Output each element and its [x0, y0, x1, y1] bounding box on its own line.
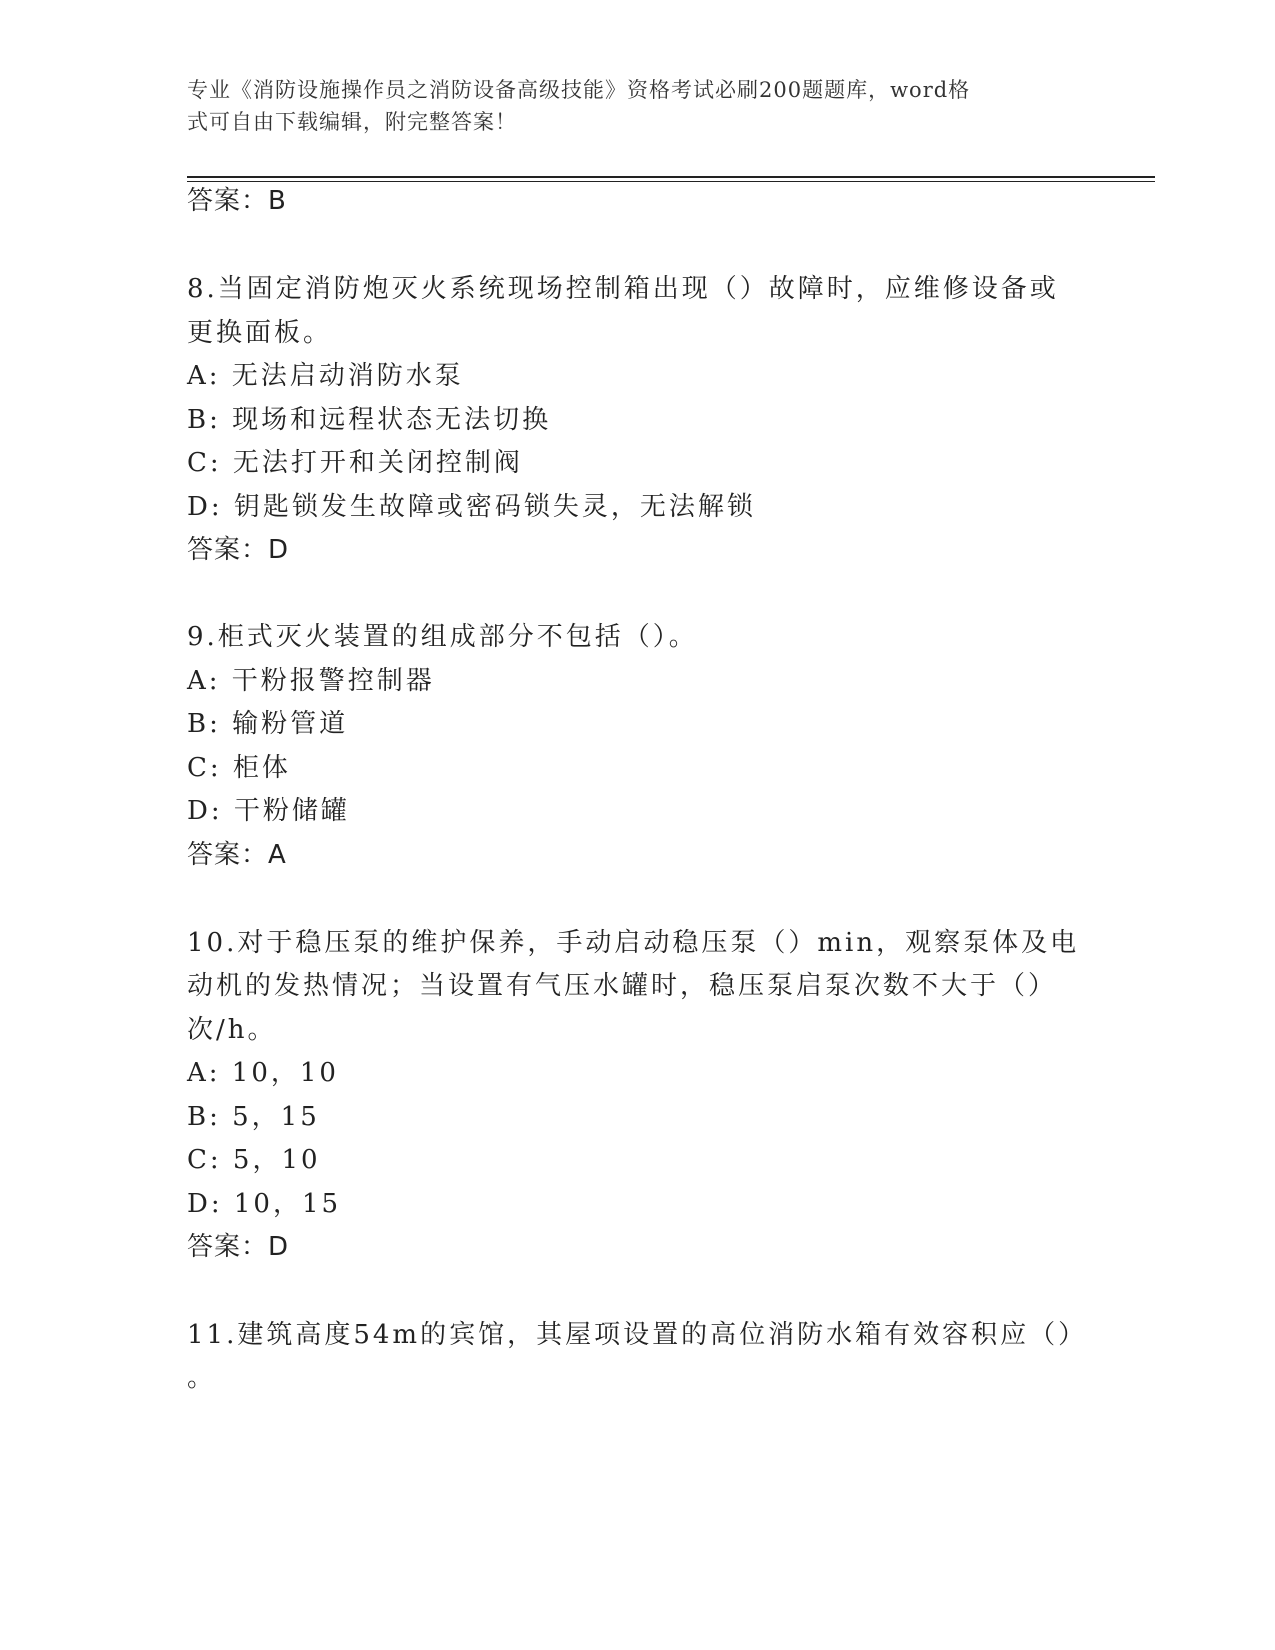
q8-option-d: D: 钥匙锁发生故障或密码锁失灵，无法解锁 [187, 492, 756, 522]
header-divider-thin [187, 181, 1155, 182]
q9-option-a: A: 干粉报警控制器 [187, 666, 435, 696]
answer-label: 答案： [187, 840, 269, 870]
q10-answer [187, 1232, 289, 1262]
q10-option-d: D: 10，15 [187, 1189, 342, 1219]
q8-option-c: C: 无法打开和关闭控制阀 [187, 448, 523, 478]
q11-stem-line-1: 11.建筑高度54m的宾馆，其屋项设置的高位消防水箱有效容积应（） [187, 1320, 1088, 1350]
answer-value: D [268, 535, 290, 565]
q10-option-c: C: 5，10 [187, 1145, 321, 1175]
q10-stem-line-1: 10.对于稳压泵的维护保养，手动启动稳压泵（）min，观察泵体及电 [187, 928, 1080, 958]
header-line-1: 专业《消防设施操作员之消防设备高级技能》资格考试必刷200题题库，word格 [187, 78, 971, 102]
q7-answer [187, 186, 287, 216]
answer-label: 答案： [187, 186, 269, 216]
q9-option-d: D: 干粉储罐 [187, 796, 350, 826]
q8-option-a: A: 无法启动消防水泵 [187, 361, 464, 391]
q8-stem-line-1: 8.当固定消防炮灭火系统现场控制箱出现（）故障时，应维修设备或 [187, 274, 1059, 304]
q10-option-b: B: 5，15 [187, 1102, 320, 1132]
q9-answer [187, 840, 287, 870]
q8-stem-line-2: 更换面板。 [187, 318, 333, 348]
header-line-2: 式可自由下载编辑，附完整答案！ [187, 110, 517, 134]
answer-label: 答案： [187, 1232, 269, 1262]
q10-option-a: A: 10，10 [187, 1058, 339, 1088]
answer-value: D [268, 1232, 290, 1262]
answer-value: B [268, 186, 287, 216]
q10-stem-line-2: 动机的发热情况；当设置有气压水罐时，稳压泵启泵次数不大于（） [187, 971, 1058, 1001]
q9-option-c: C: 柜体 [187, 753, 291, 783]
q9-option-b: B: 输粉管道 [187, 709, 349, 739]
q8-answer [187, 535, 289, 565]
header-divider-thick [187, 176, 1155, 178]
answer-label: 答案： [187, 535, 269, 565]
q11-stem-line-2: 。 [187, 1363, 217, 1393]
document-header [187, 74, 1067, 138]
answer-value: A [268, 840, 287, 870]
q8-option-b: B: 现场和远程状态无法切换 [187, 405, 552, 435]
q10-stem-line-3: 次/h。 [187, 1015, 277, 1045]
q9-stem-line-1: 9.柜式灭火装置的组成部分不包括（）。 [187, 622, 698, 652]
